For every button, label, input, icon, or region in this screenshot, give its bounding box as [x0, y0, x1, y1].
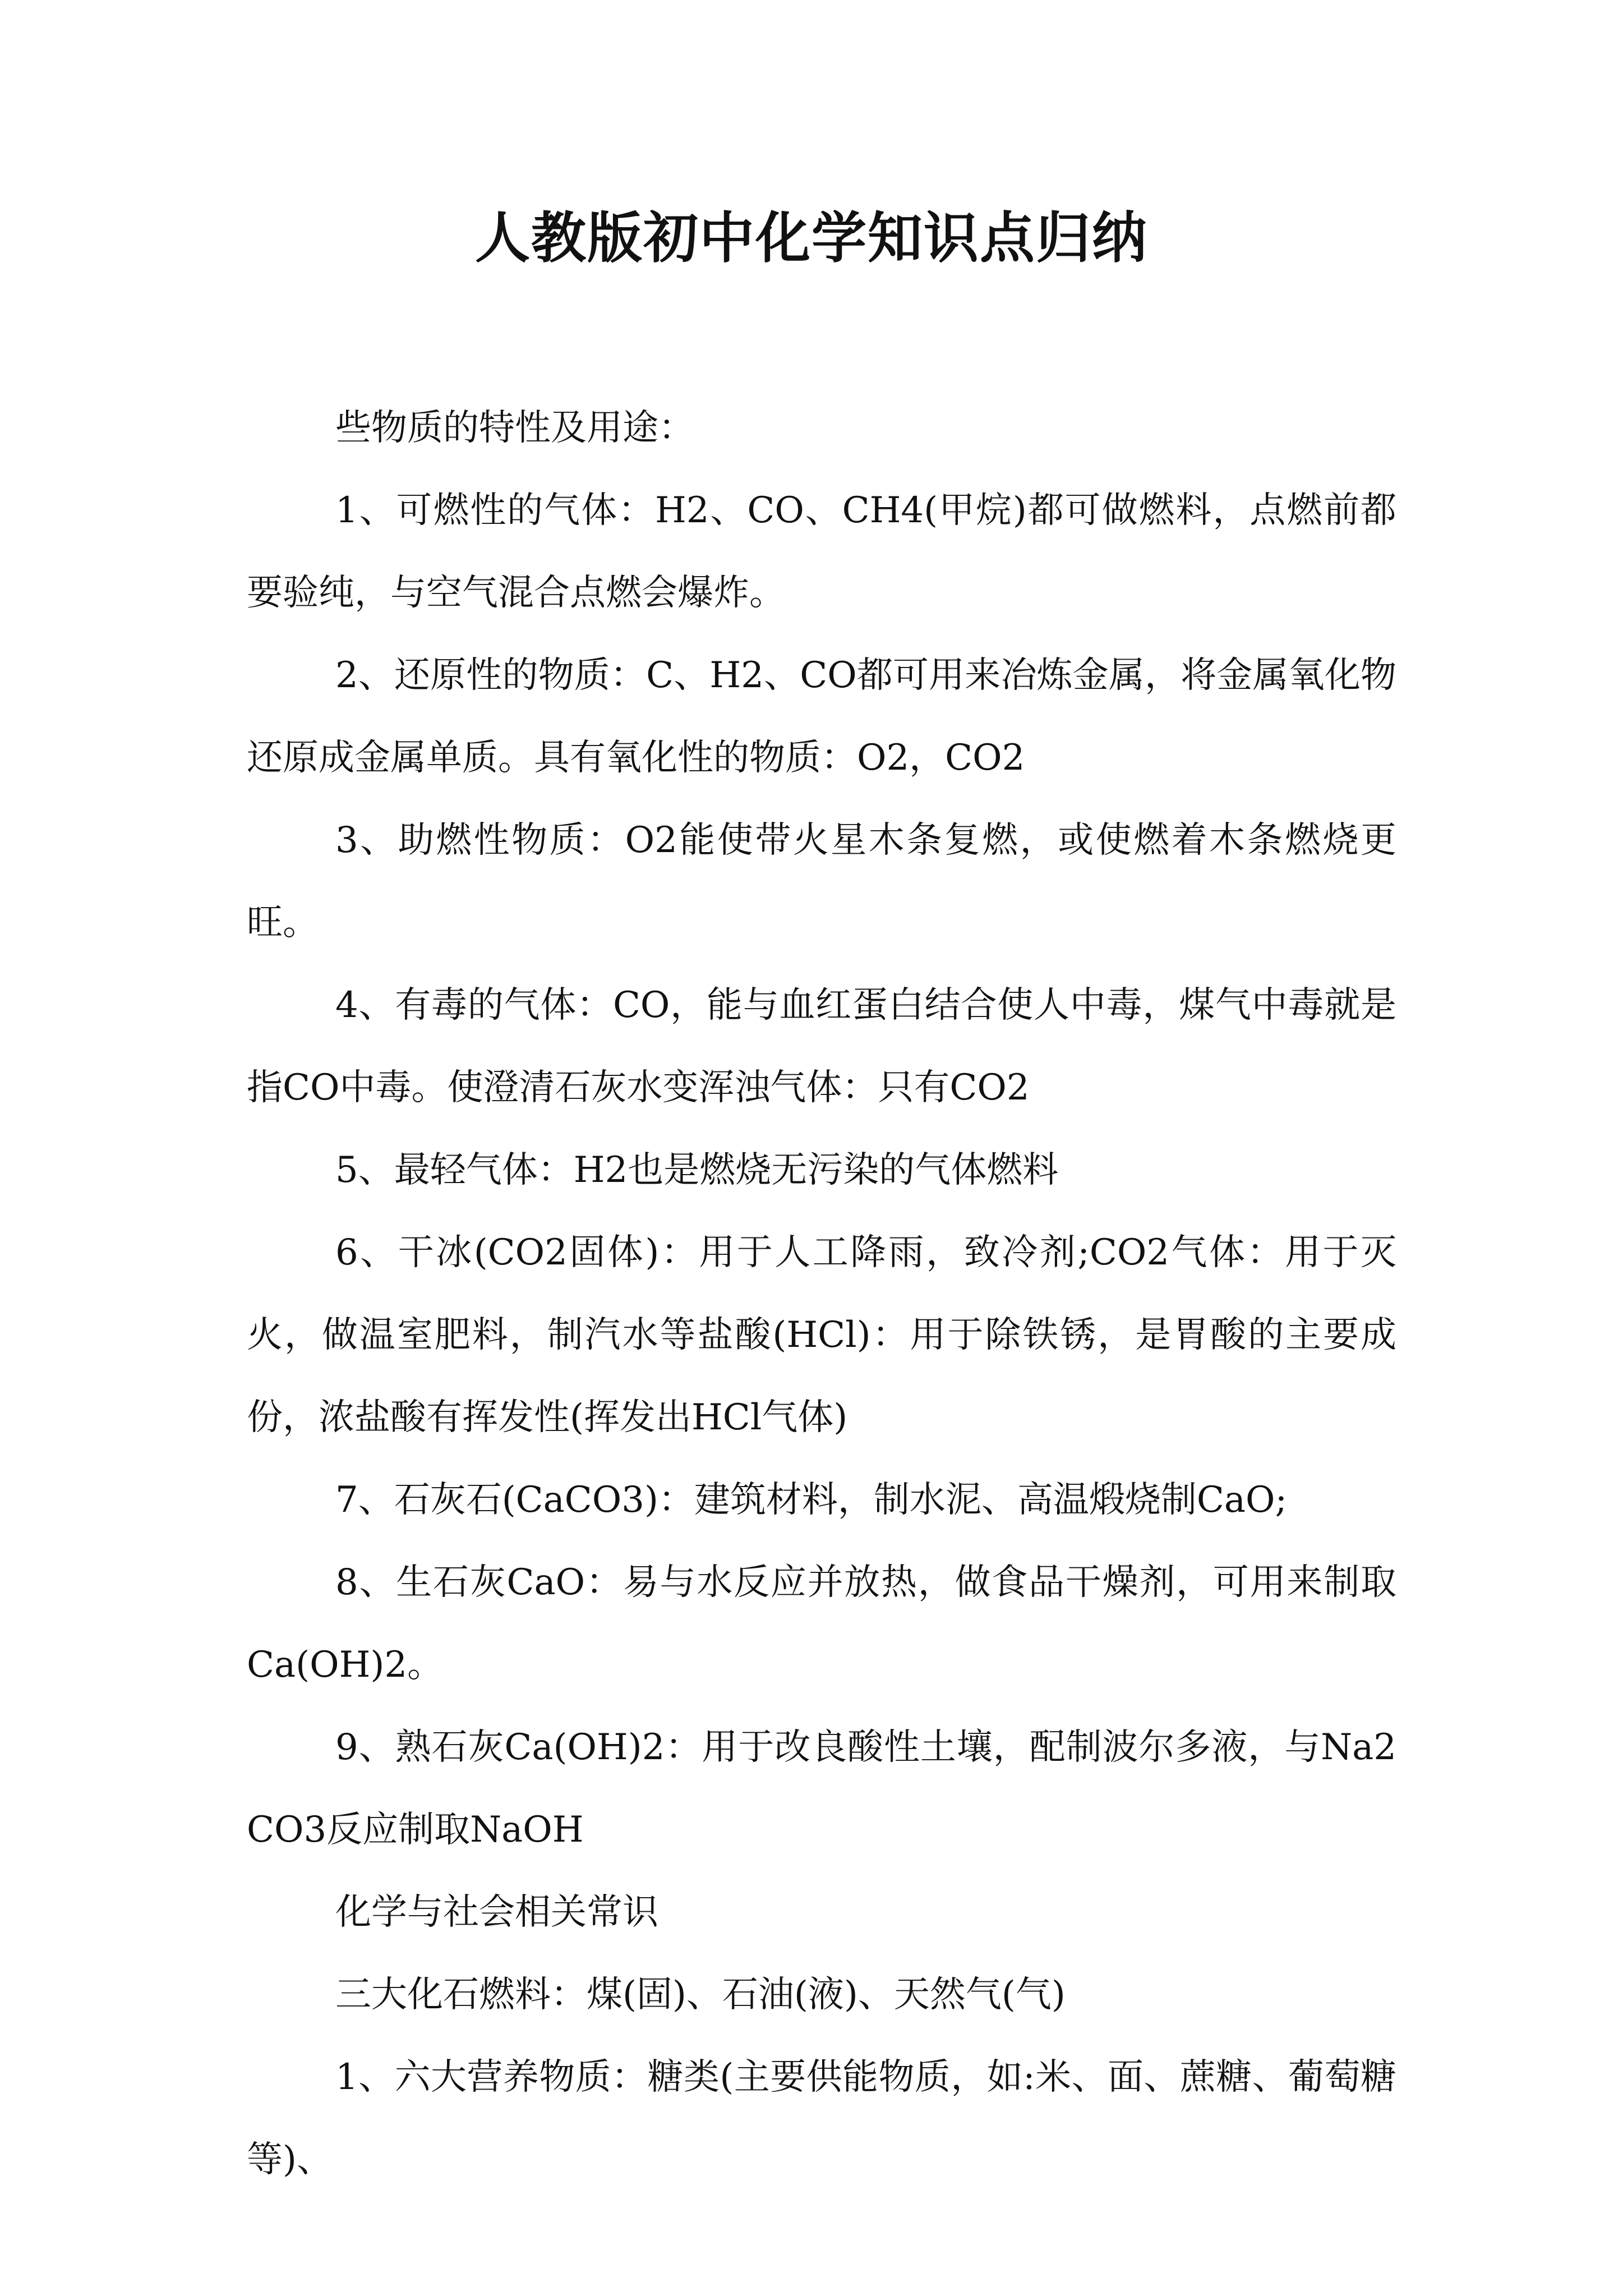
paragraph-5: 5、最轻气体：H2也是燃烧无污染的气体燃料	[335, 1149, 1059, 1191]
document-body	[247, 387, 1396, 2201]
paragraph-fossil-fuels: 三大化石燃料：煤(固)、石油(液)、天然气(气)	[335, 1974, 1066, 2016]
paragraph-1: 1、可燃性的气体：H2、CO、CH4(甲烷)都可做燃料，点燃前都要验纯，与空气混合点燃会爆炸。	[247, 490, 1396, 614]
paragraph-8: 8、生石灰CaO：易与水反应并放热，做食品干燥剂，可用来制取Ca(OH)2。	[247, 1562, 1396, 1686]
paragraph-7: 7、石灰石(CaCO3)：建筑材料，制水泥、高温煅烧制CaO;	[335, 1479, 1288, 1521]
paragraph-4: 4、有毒的气体：CO，能与血红蛋白结合使人中毒，煤气中毒就是指CO中毒。使澄清石灰水变浑浊气体：只有CO2	[247, 984, 1396, 1108]
document-title: 人教版初中化学知识点归纳	[474, 206, 1148, 270]
paragraph-6: 6、干冰(CO2固体)：用于人工降雨，致冷剂;CO2气体：用于灭火，做温室肥料，制汽水等盐酸(HCl)：用于除铁锈，是胃酸的主要成份，浓盐酸有挥发性(挥发出HCl气体)	[247, 1232, 1396, 1438]
paragraph-intro: 些物质的特性及用途：	[335, 407, 694, 449]
section-heading: 化学与社会相关常识	[335, 1892, 658, 1933]
paragraph-nutrients: 1、六大营养物质：糖类(主要供能物质，如:米、面、蔗糖、葡萄糖等)、	[247, 2056, 1396, 2180]
paragraph-3: 3、助燃性物质：O2能使带火星木条复燃，或使燃着木条燃烧更旺。	[247, 820, 1396, 944]
paragraph-2: 2、还原性的物质：C、H2、CO都可用来冶炼金属，将金属氧化物还原成金属单质。具有氧化性的物质：O2，CO2	[247, 655, 1396, 779]
paragraph-9: 9、熟石灰Ca(OH)2：用于改良酸性土壤，配制波尔多液，与Na2CO3反应制取NaOH	[247, 1727, 1396, 1851]
